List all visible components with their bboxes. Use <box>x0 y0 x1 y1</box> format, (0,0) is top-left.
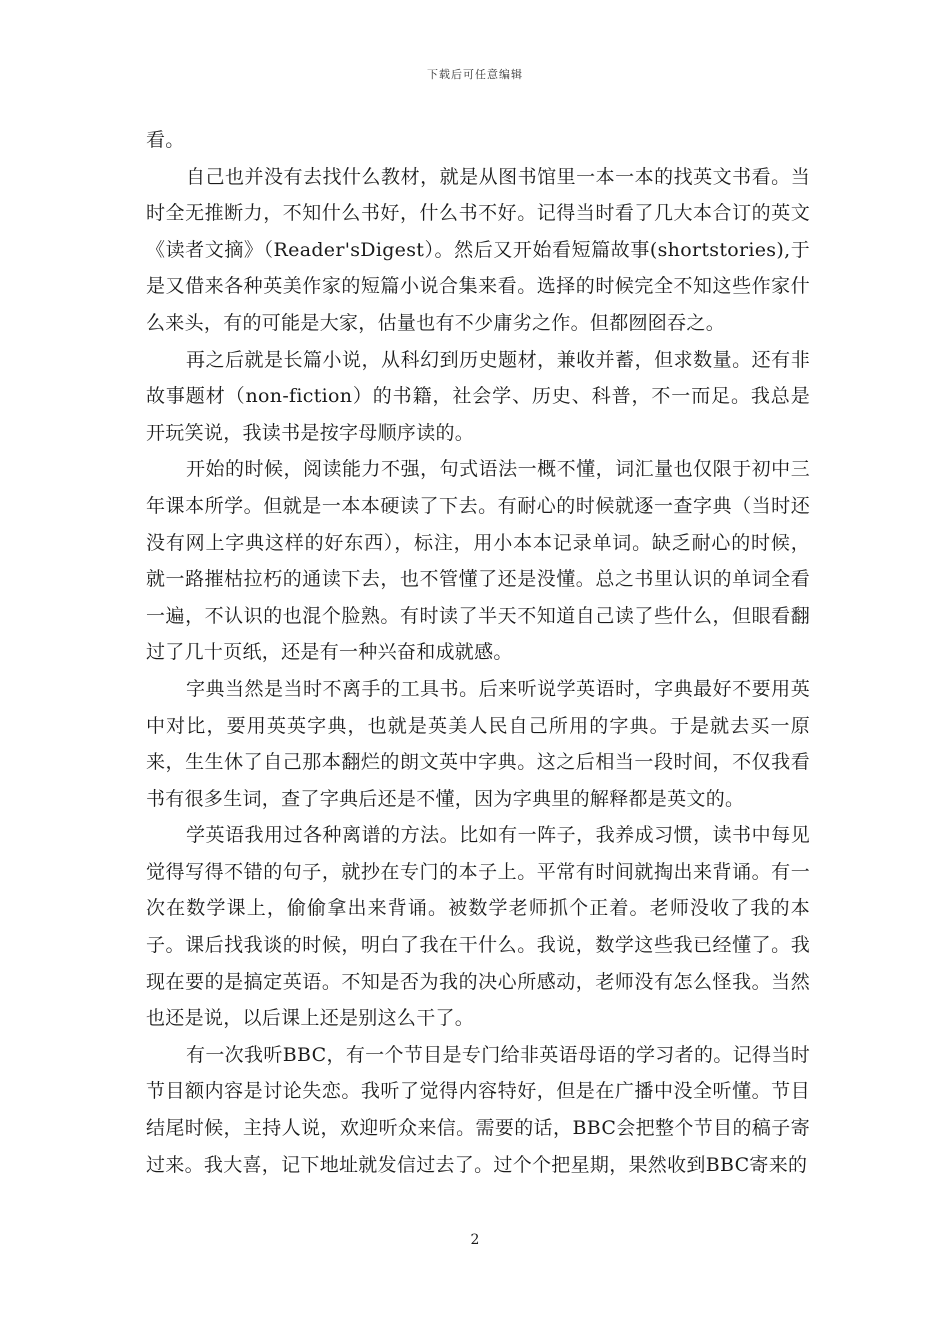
paragraph: 再之后就是长篇小说，从科幻到历史题材，兼收并蓄，但求数量。还有非故事题材（non-fiction）的书籍，社会学、历史、科普，不一而足。我总是开玩笑说，我读书是按字母顺序读的。 <box>146 348 810 444</box>
paragraph: 有一次我听BBC，有一个节目是专门给非英语母语的学习者的。记得当时节目额内容是讨论失恋。我听了觉得内容特好，但是在广播中没全听懂。节目结尾时候，主持人说，欢迎听众来信。需要的话，BBC会把整个节目的稿子寄过来。我大喜，记下地址就发信过去了。过个个把星期，果然收到BBC寄来的 <box>146 1043 810 1176</box>
paragraph: 字典当然是当时不离手的工具书。后来听说学英语时，字典最好不要用英中对比，要用英英字典，也就是英美人民自己所用的字典。于是就去买一原来，生生休了自己那本翻烂的朗文英中字典。这之后相当一段时间，不仅我看书有很多生词，查了字典后还是不懂，因为字典里的解释都是英文的。 <box>146 677 810 810</box>
paragraph-continuation: 看。 <box>146 129 185 151</box>
page-number: 2 <box>470 1232 480 1248</box>
page-header: 下载后可任意编辑 <box>427 68 523 81</box>
paragraph: 自己也并没有去找什么教材，就是从图书馆里一本一本的找英文书看。当时全无推断力，不知什么书好，什么书不好。记得当时看了几大本合订的英文《读者文摘》（Reader'sDigest）。然后又开始看短篇故事(shortstories),于是又借来各种英美作家的短篇小说合集来看。选择的时候完全不知这些作家什么来头，有的可能是大家，估量也有不少庸劣之作。但都囫囵吞之。 <box>146 165 810 334</box>
paragraph: 开始的时候，阅读能力不强，句式语法一概不懂，词汇量也仅限于初中三年课本所学。但就是一本本硬读了下去。有耐心的时候就逐一查字典（当时还没有网上字典这样的好东西），标注，用小本本记录单词。缺乏耐心的时候，就一路摧枯拉朽的通读下去，也不管懂了还是没懂。总之书里认识的单词全看一遍，不认识的也混个脸熟。有时读了半天不知道自己读了些什么，但眼看翻过了几十页纸，还是有一种兴奋和成就感。 <box>146 458 810 664</box>
document-body <box>146 122 810 1183</box>
paragraph: 学英语我用过各种离谱的方法。比如有一阵子，我养成习惯，读书中每见觉得写得不错的句子，就抄在专门的本子上。平常有时间就掏出来背诵。有一次在数学课上，偷偷拿出来背诵。被数学老师抓个正着。老师没收了我的本子。课后找我谈的时候，明白了我在干什么。我说，数学这些我已经懂了。我现在要的是搞定英语。不知是否为我的决心所感动，老师没有怎么怪我。当然也还是说，以后课上还是别这么干了。 <box>146 824 810 1030</box>
